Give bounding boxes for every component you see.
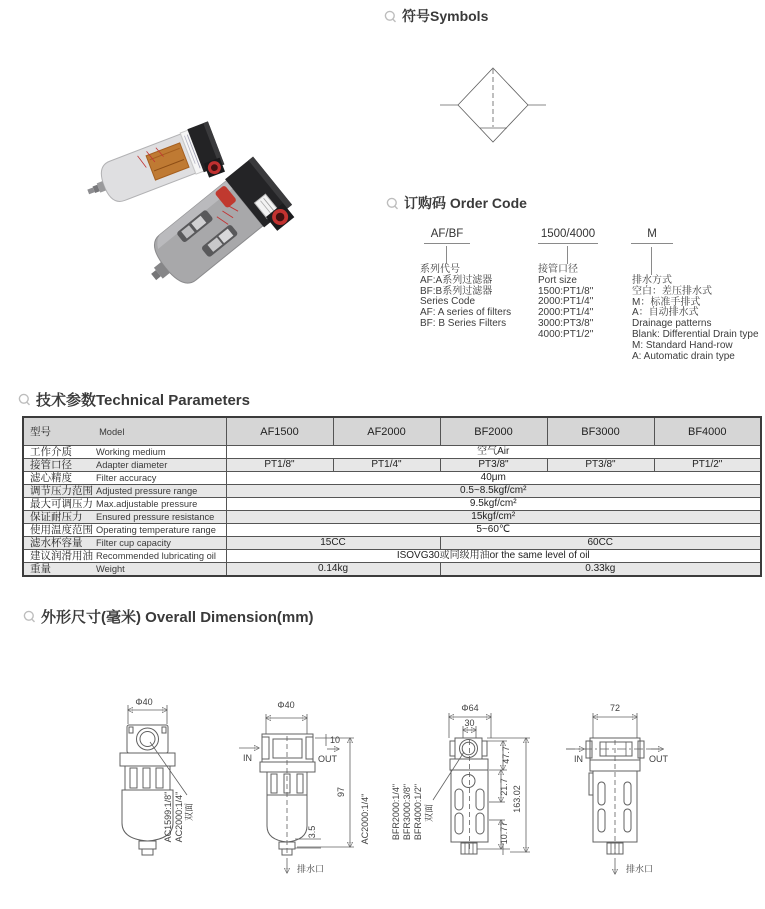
model-name: BF3000: [547, 417, 654, 446]
dimensions-section-title: [23, 606, 314, 627]
model-name: BF4000: [654, 417, 761, 446]
connector-line: [567, 246, 568, 264]
legend-line: 排水方式: [632, 275, 672, 286]
table-row: 滤心精度 Filter accuracy 40μm: [23, 472, 761, 485]
dim-163-02: 163.02: [512, 785, 522, 813]
magnifier-icon: [18, 393, 31, 406]
model-name: AF2000: [333, 417, 440, 446]
model-name: BF2000: [440, 417, 547, 446]
bf-side-drawing: [560, 692, 740, 892]
legend-line: M：标准手排式: [632, 296, 701, 308]
legend-line: Drainage patterns: [632, 318, 712, 330]
dim-phi64: Φ64: [461, 703, 479, 713]
legend-line: 空白：差压排水式: [632, 285, 712, 297]
out-label: OUT: [318, 754, 337, 764]
table-row: 接管口径 Adapter diameter PT1/8" PT1/4" PT3/8" PT3/8" PT1/2": [23, 459, 761, 472]
order-code-port-size: 1500/4000: [538, 228, 598, 244]
drain-port-label: 排水口: [297, 864, 325, 874]
legend-line: A：自动排水式: [632, 307, 699, 319]
series-code-legend: [420, 265, 511, 330]
magnifier-icon: [23, 610, 36, 623]
model-label: AC2000:1/4": [174, 791, 184, 843]
model-name: AF1500: [226, 417, 333, 446]
table-header-row: [23, 417, 761, 446]
out-label: OUT: [649, 754, 668, 764]
af-side-drawing: [235, 692, 380, 887]
order-code-series: AF/BF: [424, 228, 470, 244]
order-code-section-title: [386, 193, 527, 213]
tech-params-title-text: 技术参数Technical Parameters: [36, 392, 250, 409]
tech-params-section-title: [18, 389, 250, 410]
legend-line: M: Standard Hand-row: [632, 339, 733, 351]
model-label: BFR2000:1/4": [391, 783, 401, 841]
dim-phi40: Φ40: [135, 697, 153, 707]
model-label: BFR4000:1/2": [413, 783, 423, 841]
legend-line: A: Automatic drain type: [632, 350, 735, 362]
table-row: 使用温度范围 Operating temperature range 5~60℃: [23, 524, 761, 537]
magnifier-icon: [384, 10, 397, 23]
legend-line: 1500:PT1/8": [538, 285, 594, 297]
legend-line: Series Code: [420, 296, 476, 308]
legend-line: AF: A series of filters: [420, 307, 512, 319]
model-label: AC2000:1/4": [360, 793, 370, 845]
order-code-title-text: 订购码 Order Code: [404, 195, 527, 211]
model-header-cell: 型号 Model: [23, 417, 226, 446]
table-row: 滤水杯容量 Filter cup capacity 15CC 60CC: [23, 537, 761, 550]
symbols-title-text: 符号Symbols: [402, 8, 489, 24]
legend-line: 3000:PT3/8": [538, 317, 594, 329]
legend-line: 系列代号: [420, 264, 460, 275]
table-row: 调节压力范围 Adjusted pressure range 0.5~8.5kgf/cm²: [23, 485, 761, 498]
legend-line: 4000:PT1/2": [538, 328, 594, 340]
dimensions-title-text: 外形尺寸(毫米) Overall Dimension(mm): [41, 609, 314, 626]
connector-line: [446, 246, 447, 264]
legend-line: 接管口径: [538, 264, 578, 275]
legend-line: BF: B Series Filters: [420, 317, 507, 329]
legend-line: AF:A系列过滤器: [420, 274, 493, 286]
dim-10-77: 10.77: [499, 821, 509, 845]
both-sides-label: 双面: [184, 802, 194, 822]
technical-parameters-table: [22, 416, 762, 577]
table-row: 保证耐压力 Ensured pressure resistance 15kgf/cm²: [23, 511, 761, 524]
model-label: BFR3000:3/8": [402, 783, 412, 841]
order-code-drain: M: [631, 228, 673, 244]
symbols-section-title: [384, 6, 488, 26]
connector-line: [651, 247, 652, 275]
bf-front-drawing: [388, 692, 563, 892]
legend-line: Port size: [538, 274, 577, 286]
dim-97: 97: [336, 786, 346, 798]
drainage-legend: [632, 276, 759, 362]
table-row: 重量 Weight 0.14kg 0.33kg: [23, 563, 761, 577]
product-photos: [65, 95, 325, 310]
legend-line: BF:B系列过滤器: [420, 285, 493, 297]
af-front-drawing: [92, 692, 227, 872]
dim-phi40: Φ40: [277, 700, 295, 710]
drain-port-label: 排水口: [626, 864, 654, 874]
table-row: 工作介质 Working medium 空气Air: [23, 446, 761, 459]
legend-line: Blank: Differential Drain type: [632, 328, 759, 340]
model-label: AC1599:1/8": [163, 791, 173, 843]
magnifier-icon: [386, 197, 399, 210]
legend-line: 2000:PT1/4": [538, 307, 594, 319]
legend-line: 2000:PT1/4": [538, 296, 594, 308]
dim-72: 72: [609, 703, 621, 713]
port-size-legend: [538, 265, 593, 341]
table-row: 最大可调压力 Max.adjustable pressure 9.5kgf/cm²: [23, 498, 761, 511]
both-sides-label: 双面: [424, 803, 434, 823]
dim-21-7: 21.7: [499, 778, 509, 796]
filter-symbol-diagram: [432, 58, 550, 150]
in-label: IN: [243, 753, 252, 763]
in-label: IN: [574, 754, 583, 764]
dim-3-5: 3.5: [307, 825, 317, 839]
dim-10: 10: [330, 735, 341, 745]
table-row: 建议润滑用油 Recommended lubricating oil ISOVG30或同级用油or the same level of oil: [23, 550, 761, 563]
dim-30: 30: [464, 718, 475, 728]
dim-47-7: 47.7: [501, 746, 511, 764]
